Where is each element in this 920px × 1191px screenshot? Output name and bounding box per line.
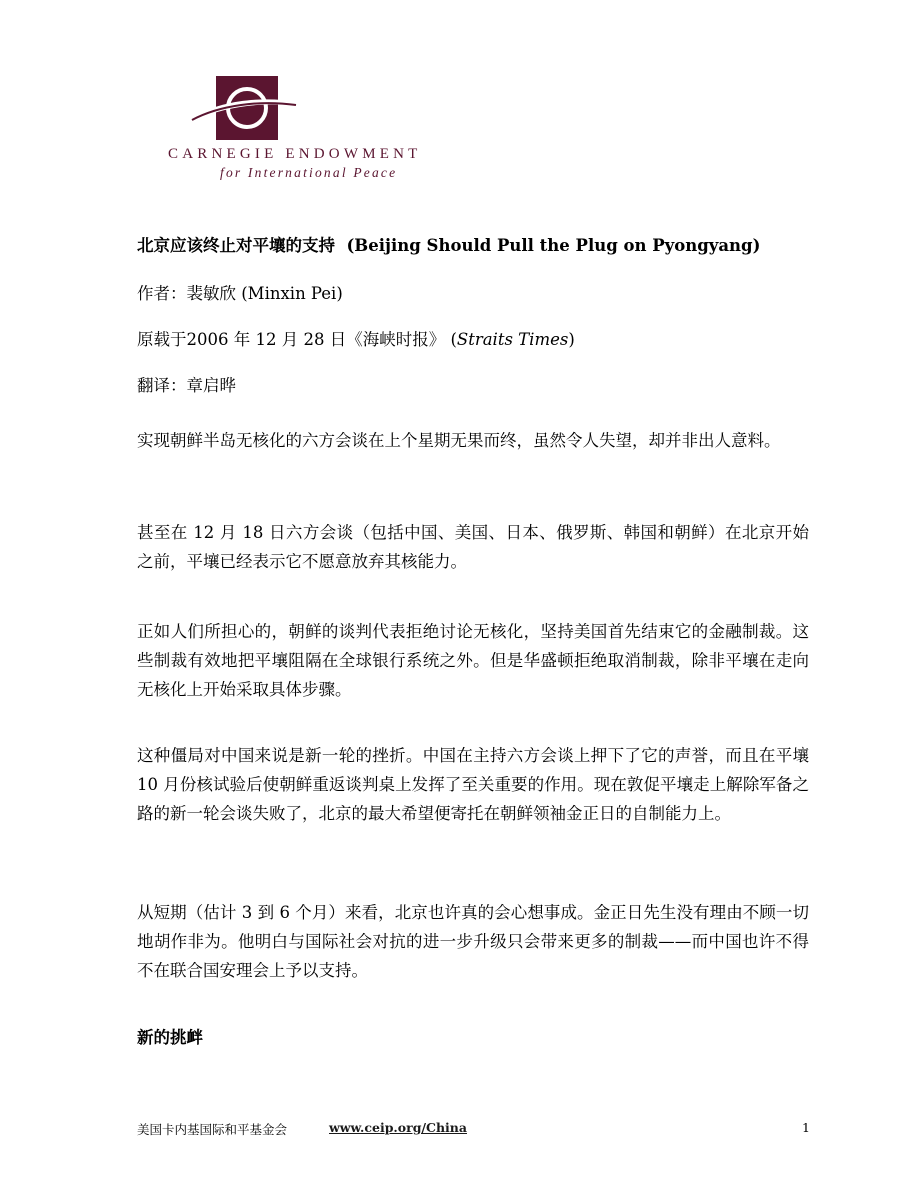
- footer-url-link[interactable]: www.ceip.org/China: [329, 1120, 467, 1135]
- translator-line: 翻译：章启晔: [137, 376, 236, 395]
- logo-name: CARNEGIE ENDOWMENT: [168, 146, 422, 162]
- source-line: [137, 328, 575, 352]
- paragraph-3: 正如人们所担心的，朝鲜的谈判代表拒绝讨论无核化，坚持美国首先结束它的金融制裁。这些制裁有效地把平壤阻隔在全球银行系统之外。但是华盛顿拒绝取消制裁，除非平壤在走向无核化上开始采取具体步骤。: [137, 622, 809, 699]
- logo-subtitle: for International Peace: [220, 165, 398, 180]
- paragraph-1: 实现朝鲜半岛无核化的六方会谈在上个星期无果而终，虽然令人失望，却并非出人意料。: [137, 431, 781, 450]
- source-publication: Straits Times: [456, 330, 569, 349]
- source-suffix: ): [568, 330, 575, 349]
- document-title: [137, 234, 760, 258]
- logo-emblem-icon: [168, 72, 308, 144]
- page-number: 1: [802, 1120, 810, 1135]
- footer-organization: 美国卡内基国际和平基金会: [137, 1122, 288, 1137]
- carnegie-logo: [168, 72, 498, 184]
- section-subheading: 新的挑衅: [137, 1028, 203, 1047]
- paragraph-5: 从短期（估计 3 到 6 个月）来看，北京也许真的会心想事成。金正日先生没有理由不顾一切地胡作非为。他明白与国际社会对抗的进一步升级只会带来更多的制裁——而中国也许不得不在联合国安理会上予以支持。: [137, 903, 809, 980]
- title-english: (Beijing Should Pull the Plug on Pyongyang): [346, 236, 761, 255]
- paragraph-2: 甚至在 12 月 18 日六方会谈（包括中国、美国、日本、俄罗斯、韩国和朝鲜）在北京开始之前，平壤已经表示它不愿意放弃其核能力。: [137, 523, 809, 571]
- author-line: 作者：裴敏欣 (Minxin Pei): [137, 284, 343, 303]
- title-chinese: 北京应该终止对平壤的支持: [137, 236, 335, 255]
- paragraph-4: 这种僵局对中国来说是新一轮的挫折。中国在主持六方会谈上押下了它的声誉，而且在平壤 10 月份核试验后使朝鲜重返谈判桌上发挥了至关重要的作用。现在敦促平壤走上解除军备之路的新一轮会谈失败了，北京的最大希望便寄托在朝鲜领袖金正日的自制能力上。: [137, 746, 809, 823]
- source-prefix: 原载于2006 年 12 月 28 日《海峡时报》 (: [137, 330, 457, 349]
